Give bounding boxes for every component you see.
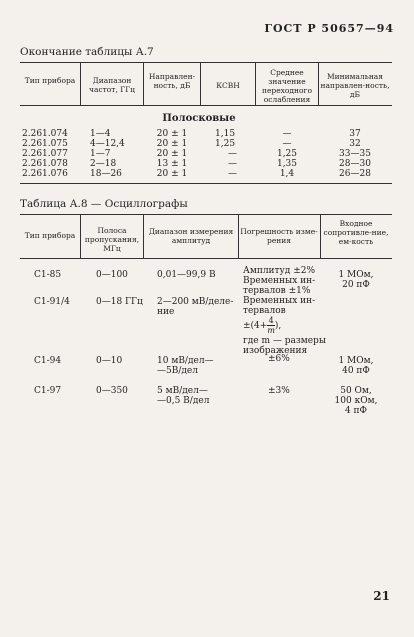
cell-avg: 1,25 bbox=[276, 149, 298, 159]
table1-col-divider bbox=[143, 62, 144, 105]
cell-error: ±6% bbox=[268, 354, 290, 364]
table1-header-directivity: Направлен-ность, дБ bbox=[148, 72, 196, 90]
formula-prefix: ±(4+ bbox=[243, 321, 268, 331]
cell-type: 2.261.075 bbox=[22, 139, 68, 149]
table1-col-divider bbox=[318, 62, 319, 105]
cell-error: ±3% bbox=[268, 386, 290, 396]
fraction bbox=[267, 316, 275, 335]
table2-top-rule bbox=[20, 214, 392, 215]
cell-amp-range: 2—200 мВ/деле- ние bbox=[157, 297, 234, 317]
cell-input: 1 МОм, 40 пФ bbox=[338, 356, 374, 376]
cell-type: 2.261.078 bbox=[22, 159, 68, 169]
error-formula bbox=[243, 316, 281, 335]
table2-header-bandwidth: Полоса пропускания, МГц bbox=[84, 226, 140, 253]
cell-error: Амплитуд ±2% Временных ин- тервалов ±1% bbox=[243, 266, 316, 296]
cell-range: 1—4 bbox=[90, 129, 111, 139]
table2-header-error: Погрешность изме-рения bbox=[240, 227, 318, 245]
table2-header-type: Тип прибора bbox=[24, 231, 76, 240]
cell-error: Временных ин- тервалов bbox=[243, 296, 316, 316]
cell-vswr: 1,25 bbox=[215, 139, 236, 149]
table1-col-divider bbox=[80, 62, 81, 105]
fraction-denominator: m bbox=[267, 326, 275, 335]
cell-vswr: — bbox=[228, 159, 237, 169]
cell-type: С1-94 bbox=[34, 356, 62, 366]
table1-header-avg-coupling: Среднее значение переходного ослабления bbox=[262, 68, 312, 104]
table1-caption: Окончание таблицы А.7 bbox=[20, 46, 154, 58]
table1-header-vswr: КСВН bbox=[216, 81, 240, 90]
cell-min: 33—35 bbox=[339, 149, 371, 159]
cell-directivity: 20 ± 1 bbox=[156, 169, 188, 179]
formula-suffix: ), bbox=[274, 321, 282, 331]
cell-vswr: — bbox=[228, 169, 237, 179]
table2-col-divider bbox=[143, 214, 144, 258]
table1-col-divider bbox=[200, 62, 201, 105]
cell-directivity: 20 ± 1 bbox=[156, 129, 188, 139]
table2-col-divider bbox=[320, 214, 321, 258]
cell-type: С1-91/4 bbox=[34, 297, 70, 307]
cell-avg: — bbox=[282, 139, 292, 149]
cell-vswr: 1,15 bbox=[215, 129, 236, 139]
cell-avg: — bbox=[282, 129, 292, 139]
cell-type: 2.261.076 bbox=[22, 169, 68, 179]
cell-type: 2.261.074 bbox=[22, 129, 68, 139]
fraction-numerator: 4 bbox=[268, 316, 274, 325]
table1-bottom-rule bbox=[20, 183, 392, 184]
cell-vswr: — bbox=[228, 149, 237, 159]
cell-amp-range: 5 мВ/дел— —0,5 В/дел bbox=[157, 386, 210, 406]
cell-error-note: где m — размеры изображения bbox=[243, 336, 326, 356]
cell-range: 4—12,4 bbox=[90, 139, 125, 149]
table1-col-divider bbox=[255, 62, 256, 105]
cell-bandwidth: 0—350 bbox=[96, 386, 128, 396]
table1-top-rule bbox=[20, 62, 392, 63]
cell-bandwidth: 0—10 bbox=[96, 356, 123, 366]
table1-section-title: Полосковые bbox=[162, 113, 236, 124]
cell-input: 50 Ом, 100 кОм, 4 пФ bbox=[334, 386, 378, 416]
cell-range: 1—7 bbox=[90, 149, 111, 159]
cell-range: 2—18 bbox=[90, 159, 117, 169]
cell-directivity: 20 ± 1 bbox=[156, 149, 188, 159]
cell-directivity: 20 ± 1 bbox=[156, 139, 188, 149]
table2-header-input: Входное сопротивле-ние, ем-кость bbox=[323, 219, 389, 246]
table2-col-divider bbox=[80, 214, 81, 258]
cell-avg: 1,35 bbox=[276, 159, 298, 169]
cell-type: С1-97 bbox=[34, 386, 62, 396]
cell-input: 1 МОм, 20 пФ bbox=[338, 270, 374, 290]
cell-min: 32 bbox=[349, 139, 361, 149]
document-header: ГОСТ Р 50657—94 bbox=[264, 22, 394, 35]
table1-header-range: Диапазон частот, ГГц bbox=[89, 76, 135, 94]
cell-bandwidth: 0—100 bbox=[96, 270, 128, 280]
cell-bandwidth: 0—18 ГГц bbox=[96, 297, 143, 307]
cell-min: 28—30 bbox=[339, 159, 371, 169]
cell-avg: 1,4 bbox=[279, 169, 295, 179]
cell-min: 26—28 bbox=[339, 169, 371, 179]
cell-amp-range: 10 мВ/дел— —5В/дел bbox=[157, 356, 214, 376]
table2-header-rule bbox=[20, 258, 392, 259]
table1-header-rule bbox=[20, 105, 392, 106]
cell-range: 18—26 bbox=[90, 169, 122, 179]
cell-directivity: 13 ± 1 bbox=[156, 159, 188, 169]
table2-col-divider bbox=[238, 214, 239, 258]
cell-type: 2.261.077 bbox=[22, 149, 68, 159]
page-number: 21 bbox=[373, 589, 390, 603]
table1-header-min-directivity: Минимальная направлен-ность, дБ bbox=[320, 72, 390, 99]
cell-type: С1-85 bbox=[34, 270, 62, 280]
cell-amp-range: 0,01—99,9 В bbox=[157, 270, 216, 280]
cell-min: 37 bbox=[349, 129, 361, 139]
table2-caption: Таблица А.8 — Осциллографы bbox=[20, 198, 188, 210]
table2-header-amp-range: Диапазон измерения амплитуд bbox=[148, 227, 234, 245]
table1-header-type: Тип прибора bbox=[24, 76, 76, 85]
